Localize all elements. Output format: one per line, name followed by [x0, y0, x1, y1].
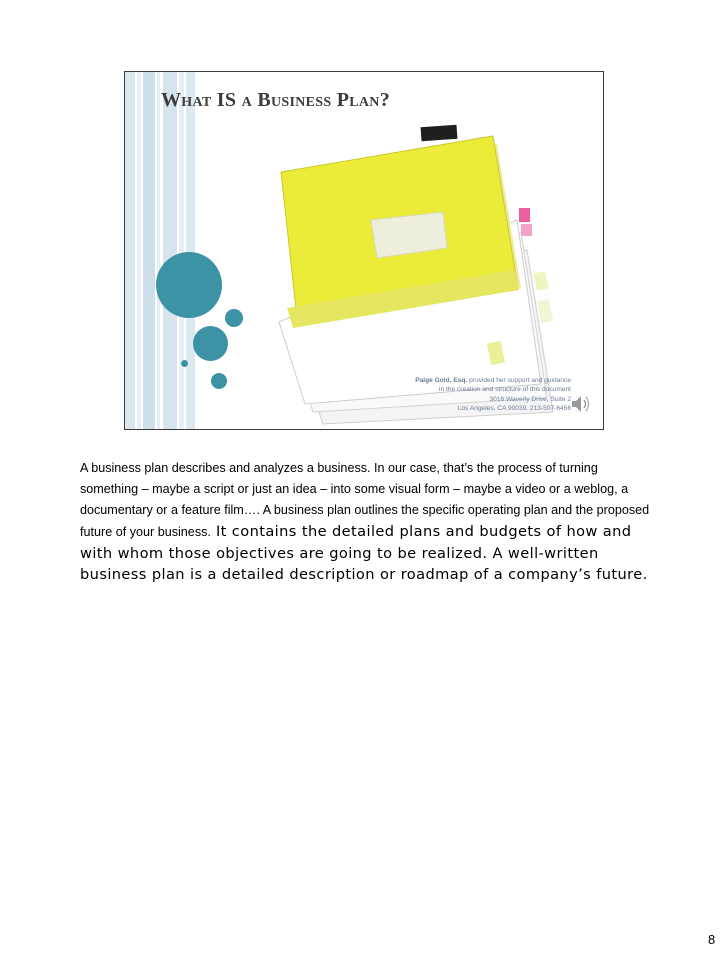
decorative-circle	[156, 252, 222, 318]
credit-line-2: in the creation and structure of this document	[439, 386, 571, 394]
page-number: 8	[708, 932, 716, 947]
credit-line-4: Los Angeles, CA 90039. 213-507-6456	[457, 405, 571, 413]
notes-text-small: A business plan describes and analyzes a business. In our case, that’s the process of turning something – maybe a script or just an idea – into some visual form – maybe a video or a weblog, a documentary or a feature film…. A business plan outlines the specific operating plan and the proposed future of your business.	[80, 461, 650, 539]
speaker-icon[interactable]	[568, 391, 594, 417]
decorative-circle	[193, 326, 228, 361]
credit-name: Paige Gold, Esq.	[415, 377, 468, 384]
decorative-stripes	[125, 72, 203, 429]
credit-line-3: 3016 Waverly Drive, Suite 2	[489, 395, 571, 403]
slide-credit	[415, 376, 571, 414]
speaker-notes	[80, 458, 655, 585]
credit-line-1: provided her support and guidance	[467, 377, 571, 384]
decorative-circle	[211, 373, 227, 389]
decorative-circle	[225, 309, 243, 327]
slide-thumbnail	[124, 71, 604, 430]
slide-title: What IS a Business Plan?	[161, 89, 390, 111]
notes-text-large: It contains the detailed plans and budgets of how and with whom those objectives are going to be realized. A well-written business plan is a detailed description or roadmap of a company’s future.	[80, 523, 648, 583]
decorative-circle	[181, 360, 188, 367]
